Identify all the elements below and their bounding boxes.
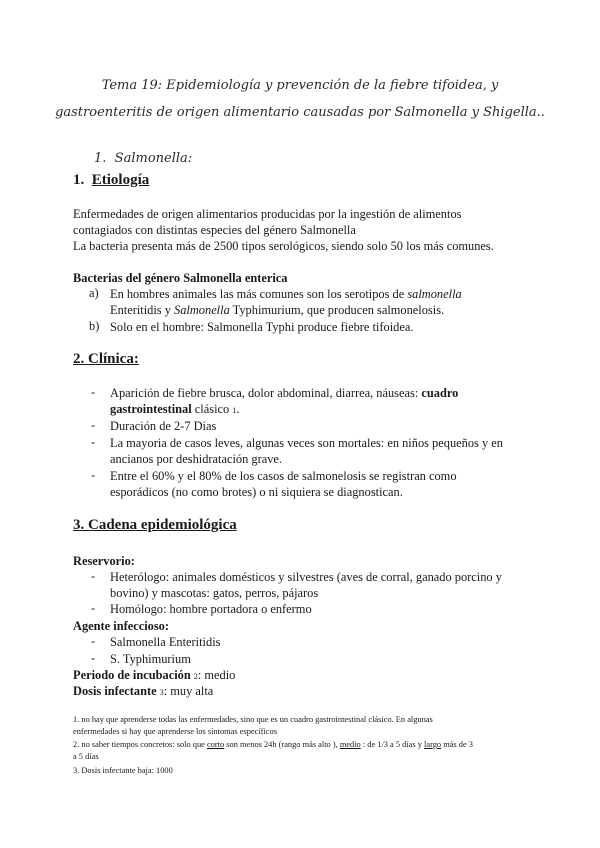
list-marker-a: a): [89, 286, 99, 300]
clinica-item-1-line1: [110, 385, 458, 401]
list-item-a2-tail: Typhimurium, que producen salmonelosis.: [229, 303, 445, 317]
clinica-item-1-period: .: [236, 402, 240, 416]
list-item-a-line1: [110, 286, 462, 302]
reservorio-label: Reservorio:: [73, 554, 135, 568]
clinica-item-2: Duración de 2-7 Dias: [110, 419, 217, 433]
section-1-title: Etiología: [91, 172, 150, 188]
agente-item-1: Salmonella Enteritidis: [110, 635, 221, 649]
subheading-number: 1.: [94, 151, 107, 166]
clinica-item-3-line2: ancianos por deshidratación grave.: [110, 452, 283, 466]
dash-5: -: [91, 569, 96, 583]
clinica-item-4-line1: Entre el 60% y el 80% de los casos de salmonelosis se registran como: [110, 469, 457, 483]
list-item-a-text: En hombres animales las más comunes son los serotipos de: [110, 287, 408, 301]
bacterias-subheading: Bacterias del género Salmonella enterica: [73, 271, 288, 285]
clinica-item-1-text: Aparición de fiebre brusca, dolor abdominal, diarrea, náuseas:: [110, 386, 422, 400]
dosis-label: Dosis infectante: [73, 684, 157, 698]
footnote-2-line1: [73, 739, 533, 751]
list-item-b: Solo en el hombre: Salmonella Typhi produce fiebre tifoidea.: [110, 320, 414, 334]
etiologia-paragraph-1a: Enfermedades de origen alimentarios producidas por la ingestión de alimentos: [73, 207, 462, 221]
footnote-2-medio: medio: [339, 740, 361, 749]
section-2-title: 2. Clínica:: [73, 351, 139, 367]
section-2-heading: [73, 351, 139, 368]
list-item-a-line2: [110, 302, 444, 318]
dash-1: -: [91, 385, 96, 399]
footnote-2-text-c: : de 1/3 a 5 días y: [360, 740, 425, 749]
dosis-infectante: [73, 683, 533, 701]
footnote-1-line2: enfermedades si hay que aprenderse los síntomas específicos: [73, 727, 277, 736]
footnote-2-line2: a 5 días: [73, 752, 99, 761]
section-1-number: 1.: [73, 172, 85, 188]
clinica-item-1-line2: [110, 401, 239, 419]
agente-label: Agente infeccioso:: [73, 619, 169, 633]
clinica-item-3-line1: La mayoria de casos leves, algunas veces son mortales: en niños pequeños y en: [110, 436, 503, 450]
footnote-2-corto: corto: [206, 740, 225, 749]
dash-3: -: [91, 435, 96, 449]
clinica-item-1-bold2: gastrointestinal: [110, 402, 192, 416]
list-item-a-italic: salmonella: [407, 287, 462, 301]
etiologia-paragraph-1b: contagiados con distintas especies del género Salmonella: [73, 223, 356, 237]
footnote-ref-3: 3: [159, 688, 164, 697]
dash-2: -: [91, 418, 96, 432]
section-1-heading: [73, 172, 149, 189]
reservorio-item-1-line1: Heterólogo: animales domésticos y silvestres (aves de corral, ganado porcino y: [110, 570, 502, 584]
dash-8: -: [91, 651, 96, 665]
list-item-a2-text: Enteritidis y: [110, 303, 175, 317]
etiologia-paragraph-2: La bacteria presenta más de 2500 tipos serológicos, siendo solo 50 los más comunes.: [73, 239, 494, 253]
section-3-heading: [73, 517, 237, 534]
dosis-value: : muy alta: [163, 684, 214, 698]
dash-6: -: [91, 601, 96, 615]
subheading-text: Salmonella:: [114, 151, 193, 166]
footnote-2-text-d: más de 3: [441, 740, 473, 749]
clinica-item-1-tail: clásico: [191, 402, 233, 416]
title-line-2: gastroenteritis de origen alimentario causadas por Salmonella y Shigella..: [55, 105, 545, 120]
list-item-a2-italic: Salmonella: [174, 303, 230, 317]
footnote-2-text-b: son menos 24h (rango más alto ),: [224, 740, 340, 749]
title-line-1: Tema 19: Epidemiología y prevención de la fiebre tifoidea, y: [101, 78, 499, 93]
periodo-label: Periodo de incubación: [73, 668, 191, 682]
subheading: [94, 151, 192, 166]
footnote-ref-1: 1: [232, 406, 237, 415]
reservorio-item-1-line2: bovino) y mascotas: gatos, perros, pájaros: [110, 586, 319, 600]
list-marker-b: b): [89, 319, 100, 333]
dash-7: -: [91, 634, 96, 648]
dash-4: -: [91, 468, 96, 482]
section-3-title: 3. Cadena epidemiológica: [73, 517, 237, 533]
footnote-2-text-a: 2. no saber tiempos concretos: solo que: [73, 740, 207, 749]
footnote-2-largo: largo: [424, 740, 442, 749]
reservorio-item-2: Homólogo: hombre portadora o enfermo: [110, 602, 312, 616]
agente-item-2: S. Typhimurium: [110, 652, 191, 666]
footnote-1-line1: 1. no hay que aprenderse todas las enfermedades, sino que es un cuadro gastrointestinal clásico. En algunas: [73, 715, 433, 724]
clinica-item-4-line2: esporádicos (no como brotes) o ni siquiera se diagnostican.: [110, 485, 403, 499]
footnote-ref-2: 2: [193, 672, 198, 681]
periodo-value: : medio: [197, 668, 236, 682]
clinica-item-1-bold: cuadro: [421, 386, 459, 400]
footnote-3: 3. Dosis infectante baja: 1000: [73, 766, 173, 775]
